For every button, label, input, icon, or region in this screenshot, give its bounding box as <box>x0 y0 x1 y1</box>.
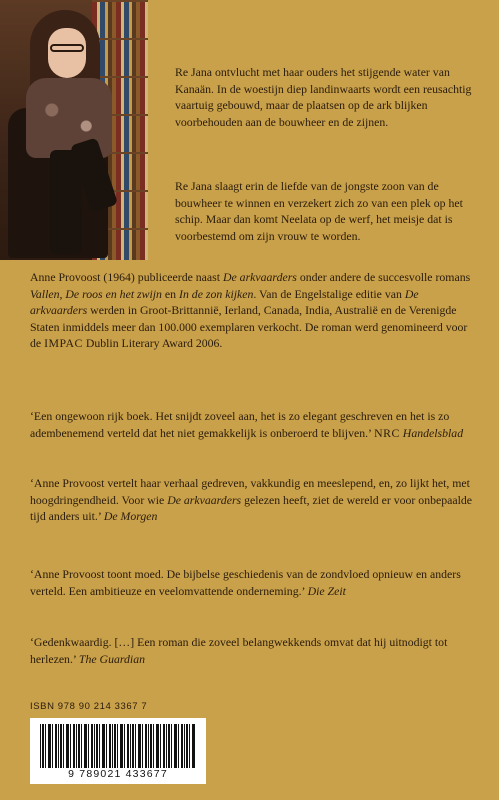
isbn-label: ISBN 978 90 214 3367 7 <box>30 701 148 712</box>
review-quote-die-zeit: ‘Anne Provoost toont moed. De bijbelse geschiedenis van de zondvloed opnieuw en anders verteld. Een ambitieuze en veelomvattende onderneming.’ Die Zeit <box>30 567 461 598</box>
author-boot <box>50 150 82 254</box>
review-quote-nrc: ‘Een ongewoon rijk boek. Het snijdt zoveel aan, het is zo elegant geschreven en het is zo adembenemend verteld dat het niet gemakkelijk is onberoerd te blijven.’ NRC Handelsblad <box>30 409 464 440</box>
author-photo <box>0 0 148 260</box>
author-face <box>48 28 86 78</box>
barcode <box>30 718 206 784</box>
glasses <box>50 44 84 52</box>
barcode-bars <box>40 724 196 768</box>
review-quote-de-morgen: ‘Anne Provoost vertelt haar verhaal gedreven, vakkundig en meeslepend, en, zo lijkt het, met hoogdringendheid. Voor wie De arkvaarders gelezen heeft, ziet de wereld er voor onbepaalde tijd anders uit.’ De Morgen <box>30 476 473 524</box>
review-quote-guardian: ‘Gedenkwaardig. […] Een roman die zoveel belangwekkends omvat dat hij uitnodigt tot herlezen.’ The Guardian <box>30 635 448 666</box>
author-bio: Anne Provoost (1964) publiceerde naast De arkvaarders onder andere de succesvolle romans Vallen, De roos en het zwijn en In de zon kijken. Van de Engelstalige editie van De arkvaarders werden in Groot-Brittannië, Ierland, Canada, India, Australië en de Verenigde Staten inmiddels meer dan 100.000 exemplaren verkocht. De roman werd genomineerd voor de IMPAC Dublin Literary Award 2006. <box>30 270 471 351</box>
synopsis-paragraph-2: Re Jana slaagt erin de liefde van de jongste zoon van de bouwheer te winnen en verzekert zich zo van een plek op het schip. Maar dan komt Neelata op de werf, het meisje dat is voorbestemd om zijn vrouw te worden. <box>175 179 463 243</box>
synopsis-paragraph-1: Re Jana ontvlucht met haar ouders het stijgende water van Kanaän. In de woestijn diep landinwaarts wordt een reusachtig vaartuig gebouwd, maar de plaatsen op de ark blijken voorbehouden aan de bouwheer en de zijnen. <box>175 65 472 129</box>
barcode-number: 9 789021 433677 <box>68 768 168 780</box>
